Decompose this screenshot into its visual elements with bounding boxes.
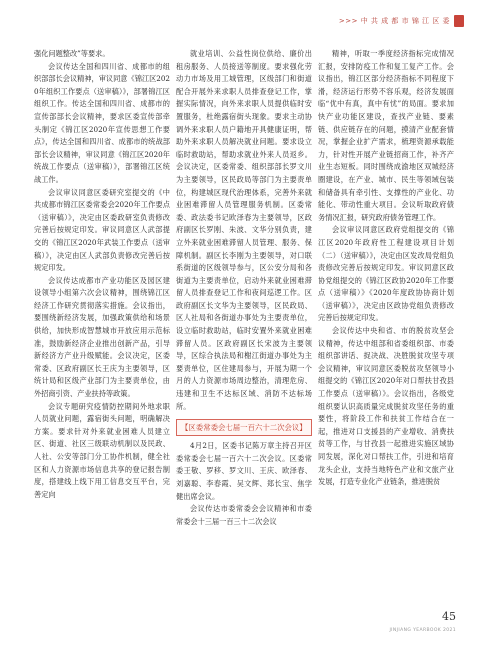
section-heading-text: 区委常委会七届一百六十二次会议 [188, 423, 300, 433]
paragraph: 精神，听取一季度经济指标完成情况汇报，安排防疫工作和复工复产工作。会议指出，锦江区部分经济指标不同程度下滑，经济运行形势不容乐观，经济发展面临“优中有真，真中有忧”的局面。要求加快产业功能区建设，查找产业链、要素链、供应链存在的问题，摸清产业配套情况，掌握企业扩产需求，梳理资源承载能力，针对性开展产业链招商工作，补齐产业生态短板。同时围绕成渝地区双城经济圈建设，在产业、城市、民生等领域包装和储备具有牵引性、支撑性的产业化、功能化、带动性重大项目。会议听取政府债务情况汇报，研究政府债务管理工作。 [318, 49, 454, 222]
text-column-1 [34, 48, 170, 501]
page-number: 45 [442, 610, 456, 623]
paragraph: 就业培训、公益性岗位供给、廉价出租房服务、人员接送等制度。要求强化劳动力市场及用工城管理，区级部门和街道配合开展外来求职人员排查登记工作，掌握实际情况，向外来求职人员提供临时安置服务，杜绝露宿街头现象。要求主动协调外来求职人员户籍地开具健康证明，帮助外来求职人员解决就业问题。要求设立临时救助站，帮助求就业外来人员返乡。会议决定，区委常委、组织部部长罗文川为主要领导，区民政局等部门为主要责单位，构建城区现代治理体系，完善外来就业困难滞留人员管理服务机制。区委常委、政法委书记欧泽春为主要领导，区政府副区长罗刚、朱波、文华分别负责，建立外来就业困难滞留人员管理、服务、保障机制。副区长李刚为主要领导，对口联系街道的区级领导参与，区公安分局和各街道为主要责单位，启动外来就业困难滞留人员排查登记工作和夜间巡逻工作。区政府副区长文华为主要领导，区民政局、区人社局和各街道办事处为主要责单位，设立临时救助站，临时安置外来就业困难滞留人员。区政府副区长宋波为主要领导，区综合执法局和榭江街道办事处为主要责单位，区住建局参与，开展为期一个月的人力资源市场周边整治，清理危房、违建和卫生不达标区域、消防不达标场所。 [176, 49, 312, 411]
page-header [339, 14, 464, 28]
header-tab-marker [454, 15, 464, 27]
paragraph: 4月2日，区委书记陈万章主持召开区委常委会七届一百六十二次会议。区委常委王敬、罗移、罗文川、王庆、欧泽春、刘嘉聪、李春霞、吴文辉、郑长宝、焦学健出席会议。 [176, 441, 312, 501]
heading-bracket-left: 【 [181, 423, 189, 433]
paragraph: 会议审议同意区委研究室提交的《中共成都市锦江区委常委会2020年工作要点（送审稿）》，决定由区委政研室负责修改完善后按规定印发。审议同意区人武部提交的《锦江区2020年武装工作要点（送审稿）》，决定由区人武部负责修改完善后按规定印发。 [34, 187, 170, 273]
heading-bracket-right: 】 [299, 423, 307, 433]
header-title: >>> 中 共 成 都 市 锦 江 区 委 [338, 17, 450, 25]
text-column-2 [176, 48, 312, 528]
paragraph: 会议传达市委常委会会议精神和市委常委会十三届一百三十二次会议 [176, 504, 312, 526]
footer-caption: JINJIANG YEARBOOK 2021 [389, 628, 456, 633]
section-heading [176, 419, 312, 436]
paragraph: 会议传达全国和四川省、成都市的组织部部长会议精神，审议同意《锦江区2020年组织工作要点（送审稿）》，部署锦江区组织工作。传达全国和四川省、成都市的宣传部部长会议精神，要求区委宣传部牵头制定《锦江区2020年宣传思想工作要点》，传达全国和四川省、成都市的统战部部长会议精神，审议同意《锦江区2020年统战工作要点（送审稿）》，部署锦江区统战工作。 [34, 61, 170, 184]
paragraph: 强化问题整改”等要求。 [34, 49, 110, 58]
paragraph: 会议传达中央和省、市的脱贫攻坚会议精神，传达中组部和省委组织部、市委组织部讲话、捉决战、决胜脱贫攻坚专项会议精神，审议同意区委脱贫攻坚领导小组提交的《锦江区2020年对口帮扶甘孜县工作要点（送审稿）》。会议指出，各级党组织要认识高质量完成脱贫攻坚任务的重要性，将阶段工作和扶贫工作结合在一起，推进对口支援县的产业增收、消费扶贫等工作，与甘孜县一起推进实施区域协同发展，深化对口帮扶工作，引进和培育龙头企业，支持当地特色产业和文旅产业发展，打造专业化产业链条，推进脱贫 [318, 326, 454, 487]
text-column-3 [318, 48, 454, 489]
paragraph: 会议传达成都市产业功能区及园区建设领导小组第六次会议精神，围绕锦江区经济工作研究贯彻落实措施。会议指出，要围绕新经济发展，加强政策供给和场景供给，加快形成智慧城市开放应用示范标准，鼓励新经济企业推出创新产品，引导新经济方产业升级赋能。会议决定，区委常委、区政府副区长王庆为主要领导，区统计局和区级产业部门为主要责单位，由外招商引资、产业扶持等政策。 [34, 275, 170, 399]
paragraph: 会议审议同意区政府党组提交的《锦江区2020年政府性工程建设项目计划（二）（送审稿）》，决定由区发改局党组负责修改完善后按规定印发。审议同意区政协党组提交的《锦江区政协2020年工作要点（送审稿）》《2020年度政协协商计划（送审稿）》，决定由区政协党组负责修改完善后按规定印发。 [318, 225, 454, 323]
paragraph: 会议专题研究疫情防控期间外地求职人员就业问题，露宿街头问题，明确解决方案。要求针对外来就业困难人员建立区、街道、社区三级联动机制以及民政、人社、公安等部门分工协作机制，健全社区和人力资源市场信息共享的登记报告制度，搭建线上线下用工信息交互平台，完善定向 [34, 401, 170, 499]
